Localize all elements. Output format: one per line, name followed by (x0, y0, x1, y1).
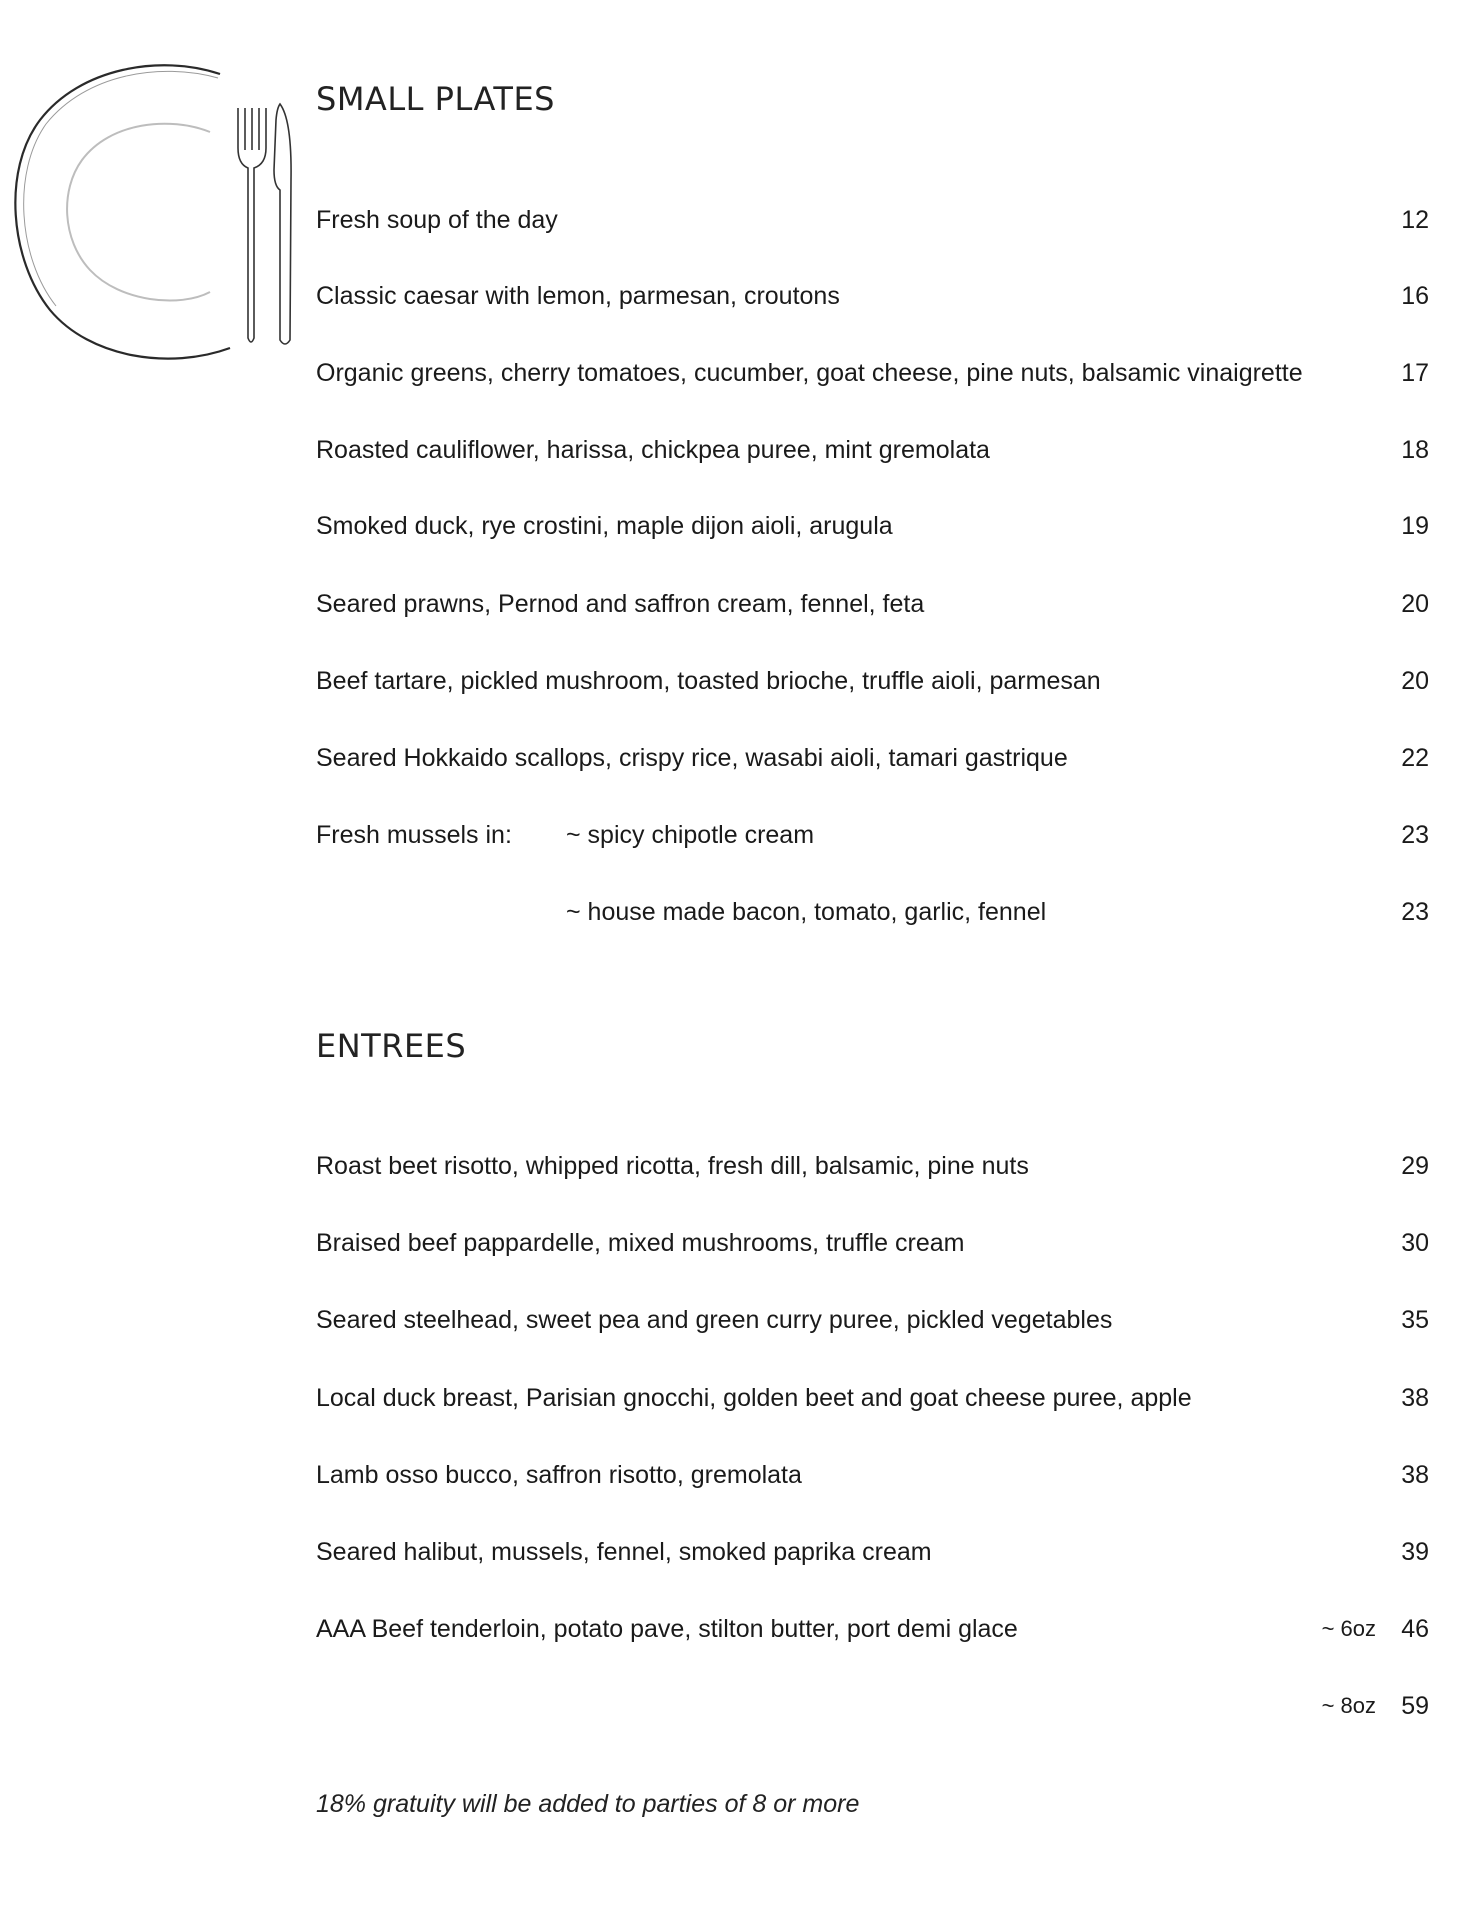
item-name: Seared Hokkaido scallops, crispy rice, wasabi aioli, tamari gastrique (316, 744, 1068, 772)
item-price: 23 (1401, 821, 1429, 849)
item-name: Lamb osso bucco, saffron risotto, gremolata (316, 1461, 802, 1489)
tenderloin-row (0, 1609, 1484, 1649)
item-name: Organic greens, cherry tomatoes, cucumber, goat cheese, pine nuts, balsamic vinaigrette (316, 359, 1303, 387)
item-price: 12 (1401, 206, 1429, 234)
menu-item (0, 1146, 1484, 1186)
menu-item (0, 506, 1484, 546)
menu-item (0, 1455, 1484, 1495)
item-name: Braised beef pappardelle, mixed mushrooms, truffle cream (316, 1229, 965, 1257)
item-name: ~ house made bacon, tomato, garlic, fennel (566, 898, 1047, 926)
menu-item (0, 1532, 1484, 1572)
item-size: ~ 6oz (1321, 1616, 1376, 1641)
item-name: AAA Beef tenderloin, potato pave, stilton butter, port demi glace (316, 1615, 1018, 1643)
item-price: 46 (1401, 1615, 1429, 1643)
menu-item (0, 1300, 1484, 1340)
item-name: Smoked duck, rye crostini, maple dijon aioli, arugula (316, 512, 893, 540)
menu-item (0, 1223, 1484, 1263)
item-name: Seared prawns, Pernod and saffron cream, fennel, feta (316, 590, 925, 618)
mussels-label: Fresh mussels in: (316, 821, 512, 849)
mussels-row (0, 815, 1484, 855)
item-price: 18 (1401, 436, 1429, 464)
item-name: Beef tartare, pickled mushroom, toasted brioche, truffle aioli, parmesan (316, 667, 1101, 695)
item-price: 23 (1401, 898, 1429, 926)
menu-item (0, 200, 1484, 240)
menu-item (0, 430, 1484, 470)
menu-item (0, 276, 1484, 316)
item-name: Seared steelhead, sweet pea and green curry puree, pickled vegetables (316, 1306, 1113, 1334)
item-price: 38 (1401, 1384, 1429, 1412)
entrees-heading: ENTREES (316, 1027, 467, 1065)
gratuity-note: 18% gratuity will be added to parties of 8 or more (316, 1790, 860, 1818)
menu-item (0, 584, 1484, 624)
item-name: Roasted cauliflower, harissa, chickpea puree, mint gremolata (316, 436, 990, 464)
item-price: 22 (1401, 744, 1429, 772)
tenderloin-row (0, 1686, 1484, 1726)
item-name: Roast beet risotto, whipped ricotta, fresh dill, balsamic, pine nuts (316, 1152, 1029, 1180)
item-price: 16 (1401, 282, 1429, 310)
item-price: 59 (1401, 1692, 1429, 1720)
menu-item (0, 661, 1484, 701)
menu-item (0, 738, 1484, 778)
item-price: 20 (1401, 590, 1429, 618)
item-price: 29 (1401, 1152, 1429, 1180)
item-name: Seared halibut, mussels, fennel, smoked paprika cream (316, 1538, 932, 1566)
item-price: 38 (1401, 1461, 1429, 1489)
item-name: Classic caesar with lemon, parmesan, croutons (316, 282, 840, 310)
mussels-row (0, 892, 1484, 932)
item-price: 30 (1401, 1229, 1429, 1257)
menu-item (0, 1378, 1484, 1418)
item-name: Local duck breast, Parisian gnocchi, golden beet and goat cheese puree, apple (316, 1384, 1192, 1412)
item-name: Fresh soup of the day (316, 206, 558, 234)
item-size: ~ 8oz (1321, 1693, 1376, 1718)
item-name: ~ spicy chipotle cream (566, 821, 815, 849)
item-price: 17 (1401, 359, 1429, 387)
item-price: 39 (1401, 1538, 1429, 1566)
small-plates-heading: SMALL PLATES (316, 80, 555, 118)
item-price: 19 (1401, 512, 1429, 540)
item-price: 20 (1401, 667, 1429, 695)
item-price: 35 (1401, 1306, 1429, 1334)
menu-item (0, 353, 1484, 393)
